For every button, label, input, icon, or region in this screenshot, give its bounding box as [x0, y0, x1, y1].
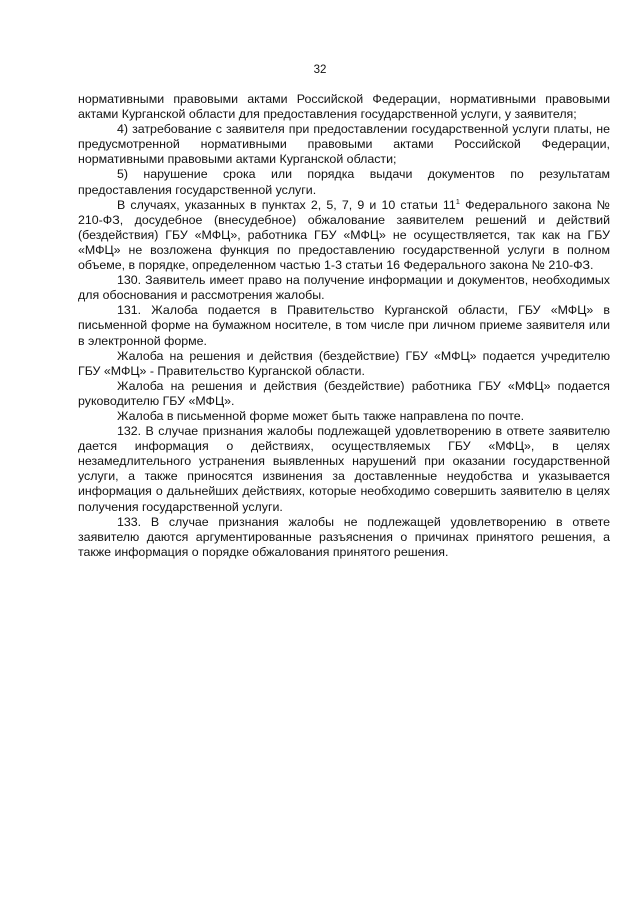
paragraph-133: 133. В случае признания жалобы не подлежащей удовлетворению в ответе заявителю даются аргументированные разъяснения о причинах принятого решения, а также информация о порядке обжалования принятого решения. — [78, 514, 610, 559]
paragraph-item-5: 5) нарушение срока или порядка выдачи документов по результатам предоставления государственной услуги. — [78, 167, 610, 197]
paragraph-131: 131. Жалоба подается в Правительство Курганской области, ГБУ «МФЦ» в письменной форме на бумажном носителе, в том числе при личном приеме заявителя или в электронной форме. — [78, 303, 610, 348]
paragraph-continuation: нормативными правовыми актами Российской Федерации, нормативными правовыми актами Курганской области для предоставления государственной услуги, у заявителя; — [78, 92, 610, 122]
page-number: 32 — [313, 64, 327, 76]
paragraph-cases-text-start: В случаях, указанных в пунктах 2, 5, 7, 9 и 10 статьи 11 — [117, 197, 456, 212]
paragraph-founder-complaint: Жалоба на решения и действия (бездействие) ГБУ «МФЦ» подается учредителю ГБУ «МФЦ» - Правительство Курганской области. — [78, 348, 610, 378]
paragraph-132: 132. В случае признания жалобы подлежащей удовлетворению в ответе заявителю дается информация о действиях, осуществляемых ГБУ «МФЦ», в целях незамедлительного устранения выявленных нарушений при оказании государственной услуги, а также приносятся извинения за доставленные неудобства и указывается информация о дальнейших действиях, которые необходимо совершить заявителю в целях получения государственной услуги. — [78, 424, 610, 514]
paragraph-cases-text-end: Федерального закона № 210-ФЗ, досудебное (внесудебное) обжалование заявителем решений и действий (бездействия) ГБУ «МФЦ», работника ГБУ «МФЦ» не осуществляется, так как на ГБУ «МФЦ» не возложена функция по предоставлению государственной услуги в полном объеме, в порядке, определенном частью 1-3 статьи 16 Федерального закона № 210-ФЗ. — [78, 197, 610, 273]
superscript-marker: 1 — [455, 196, 460, 206]
paragraph-item-4: 4) затребование с заявителя при предоставлении государственной услуги платы, не предусмотренной нормативными правовыми актами Российской Федерации, нормативными правовыми актами Курганской области; — [78, 122, 610, 167]
paragraph-130: 130. Заявитель имеет право на получение информации и документов, необходимых для обоснования и рассмотрения жалобы. — [78, 273, 610, 303]
paragraph-cases — [78, 198, 610, 273]
paragraph-worker-complaint: Жалоба на решения и действия (бездействие) работника ГБУ «МФЦ» подается руководителю ГБУ «МФЦ». — [78, 378, 610, 408]
paragraph-mail-complaint: Жалоба в письменной форме может быть также направлена по почте. — [117, 408, 525, 423]
document-body — [78, 92, 610, 560]
